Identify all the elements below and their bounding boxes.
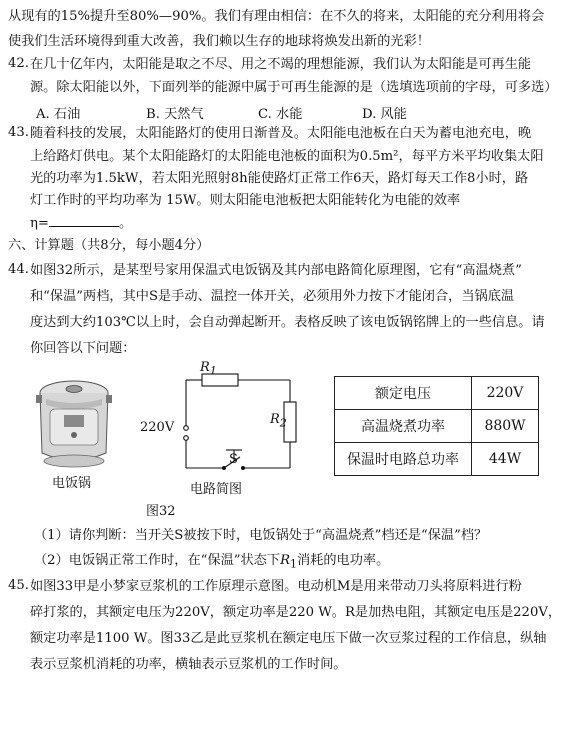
q42-option-d: D. 风能 <box>362 107 407 122</box>
q45-line-2: 碎打浆的，其额定电压为220V，额定功率是220 W。R是加热电阻，其额定电压是220V， <box>30 605 562 620</box>
r2-label <box>270 412 287 430</box>
q44-line-3: 度达到大约103℃以上时，会自动弹起断开。表格反映了该电饭锅铭牌上的一些信息。请 <box>30 315 545 330</box>
q44-sub-2-sub: 1 <box>290 557 297 571</box>
r1-subscript: 1 <box>209 364 217 378</box>
q43-line-1: 随着科技的发展，太阳能路灯的使用日渐普及。太阳能电池板在白天为蓄电池充电，晚 <box>30 126 532 141</box>
circuit-caption: 电路简图 <box>190 482 243 497</box>
figure-32-caption: 图32 <box>146 504 176 519</box>
r1-label <box>200 360 217 378</box>
terminal-bottom <box>184 436 189 441</box>
q43-number: 43. <box>8 125 29 140</box>
q44-sub-2 <box>34 552 571 574</box>
q45-number: 45. <box>8 578 29 593</box>
q42-line-1: 在几十亿年内，太阳能是取之不尽、用之不竭的理想能源，我们认为太阳能是可再生能 <box>30 57 532 72</box>
table-row <box>335 410 539 443</box>
q42-options <box>36 103 407 122</box>
efficiency-label: η= <box>30 216 49 231</box>
q45-line-1: 如图33甲是小梦家豆浆机的工作原理示意图。电动机M是用来带动刀头将原料进行粉 <box>30 579 522 594</box>
voltage-label: 220V <box>140 420 175 435</box>
table-row <box>335 443 539 476</box>
r2-letter: R <box>270 412 280 427</box>
q43-line-4: 灯工作时的平均功率为 15W。则太阳能电池板把太阳能转化为电能的效率 <box>30 193 461 208</box>
q42-option-a: A. 石油 <box>36 107 81 122</box>
rice-cooker-image <box>32 375 116 473</box>
q43-line-3: 光的功率为1.5kW，若太阳光照射8h能使路灯正常工作6天，路灯每天工作8小时，路 <box>30 171 529 186</box>
spec-value: 44W <box>472 443 539 476</box>
table-row <box>335 377 539 410</box>
intro-line-2: 使我们生活环境得到重大改善，我们赖以生存的地球将焕发出新的光彩！ <box>8 34 430 49</box>
q44-number: 44. <box>8 262 29 277</box>
intro-line-1: 从现有的15%提升至80%—90%。我们有理由相信：在不久的将来，太阳能的充分利用将会 <box>8 9 545 24</box>
spec-value: 880W <box>472 410 539 443</box>
rice-cooker-caption: 电饭锅 <box>52 476 92 491</box>
spec-label: 高温烧煮功率 <box>335 410 472 443</box>
spec-label: 额定电压 <box>335 377 472 410</box>
spec-table <box>334 376 539 476</box>
terminal-top <box>184 426 189 431</box>
q44-sub-2-a: （2）电饭锅正常工作时，在“保温”状态下 <box>34 553 281 568</box>
switch-label: S <box>229 452 238 467</box>
q43-line-5 <box>30 214 571 233</box>
q43-period: 。 <box>118 216 133 231</box>
q43-line-2: 上给路灯供电。某个太阳能路灯的太阳能电池板的面积为0.5m²，每平方米平均收集太阳 <box>30 149 544 164</box>
q42-option-c: C. 水能 <box>258 107 303 122</box>
r2-subscript: 2 <box>279 416 287 430</box>
section-6-heading: 六、计算题（共8分，每小题4分） <box>8 238 210 253</box>
r1-letter: R <box>200 360 210 375</box>
spec-label: 保温时电路总功率 <box>335 443 472 476</box>
q45-line-4: 表示豆浆机消耗的功率，横轴表示豆浆机的工作时间。 <box>30 657 347 672</box>
spec-value: 220V <box>472 377 539 410</box>
q42-line-2: 源。除太阳能以外，下面列举的能源中属于可再生能源的是（选填选项前的字母，可多选） <box>30 80 558 95</box>
q45-line-3: 额定功率是1100 W。图33乙是此豆浆机在额定电压下做一次豆浆过程的工作信息，纵轴 <box>30 631 547 646</box>
q44-sub-2-b: 消耗的电功率。 <box>297 553 390 568</box>
efficiency-blank <box>49 214 119 227</box>
q42-number: 42. <box>8 56 29 71</box>
q44-line-2: 和“保温”两档，其中S是手动、温控一体开关，必须用外力按下才能闭合，当锅底温 <box>30 289 515 304</box>
q44-sub-1: （1）请你判断：当开关S被按下时，电饭锅处于“高温烧煮”档还是“保温”档？ <box>34 528 488 543</box>
q44-sub-2-r: R <box>280 553 290 568</box>
q44-line-1: 如图32所示，是某型号家用保温式电饭锅及其内部电路简化原理图，它有“高温烧煮” <box>30 263 522 278</box>
q42-option-b: B. 天然气 <box>146 107 204 122</box>
q44-line-4: 你回答以下问题： <box>30 341 136 356</box>
